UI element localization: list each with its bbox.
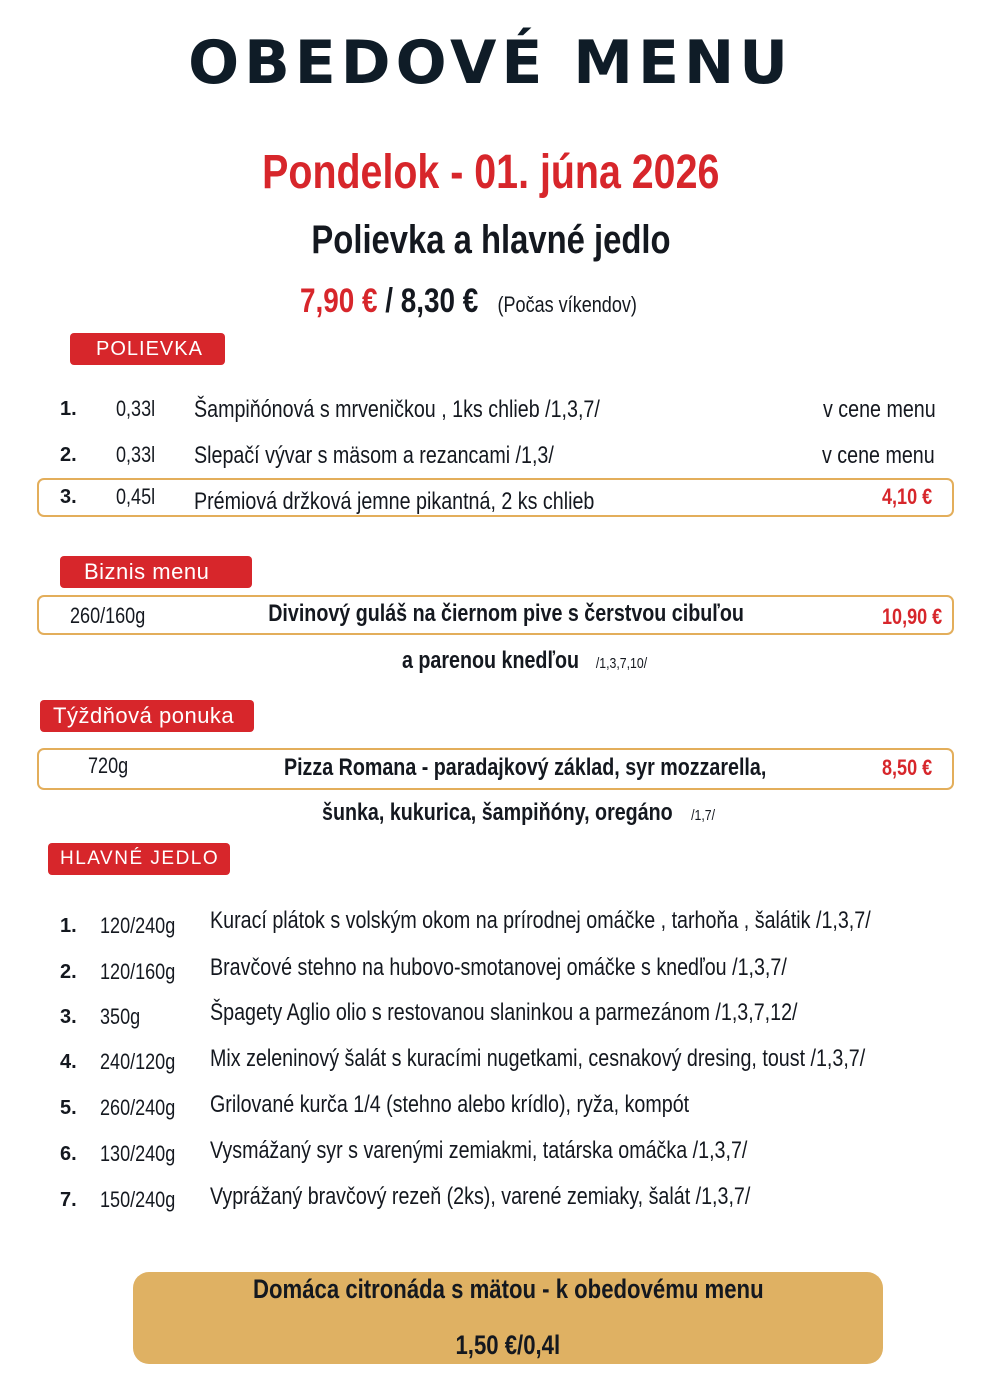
main-num: 3. <box>60 1006 77 1028</box>
main-name: Vyprážaný bravčový rezeň (2ks), varené zemiaky, šalát /1,3,7/ <box>210 1183 751 1210</box>
menu-subtitle: Polievka a hlavné jedlo <box>310 218 671 262</box>
lemonade-line1: Domáca citronáda s mätou - k obedovému menu <box>252 1274 764 1304</box>
soup-qty: 0,33l <box>116 442 156 467</box>
main-qty: 350g <box>100 1004 141 1029</box>
weekly-line1: Pizza Romana - paradajkový základ, syr mozzarella, <box>283 754 767 781</box>
main-qty: 240/120g <box>100 1049 176 1074</box>
main-qty: 120/160g <box>100 959 176 984</box>
main-row-5 <box>0 1091 981 1123</box>
main-num: 5. <box>60 1097 77 1119</box>
menu-price <box>300 282 711 321</box>
main-num: 6. <box>60 1143 77 1165</box>
soup-qty: 0,45l <box>116 484 156 509</box>
main-num: 7. <box>60 1189 77 1211</box>
main-qty: 130/240g <box>100 1141 176 1166</box>
soup-name: Šampiňónová s mrveničkou , 1ks chlieb /1,3,7/ <box>194 396 600 423</box>
soup-num: 1. <box>60 398 77 420</box>
business-allergens: /1,3,7,10/ <box>595 655 648 672</box>
soup-row-2 <box>0 442 981 472</box>
soup-num: 2. <box>60 444 77 466</box>
main-row-7 <box>0 1183 981 1215</box>
main-tag: HLAVNÉ JEDLO <box>48 843 230 875</box>
weekly-line2-row <box>322 799 801 827</box>
price-weekday: 7,90 € <box>300 282 378 320</box>
main-qty: 150/240g <box>100 1187 176 1212</box>
main-name: Špagety Aglio olio s restovanou slaninkou a parmezánom /1,3,7,12/ <box>210 999 798 1026</box>
business-qty: 260/160g <box>70 603 146 628</box>
soup-tag: POLIEVKA <box>70 333 225 365</box>
lemonade-line2: 1,50 €/0,4l <box>455 1330 561 1360</box>
business-line2-row <box>402 647 701 675</box>
main-num: 2. <box>60 961 77 983</box>
soup-price: v cene menu <box>822 442 935 469</box>
weekly-price: 8,50 € <box>882 755 933 780</box>
main-row-4 <box>0 1045 981 1077</box>
weekly-qty: 720g <box>88 753 129 778</box>
business-line2: a parenou knedľou <box>402 647 580 674</box>
soup-name: Slepačí vývar s mäsom a rezancami /1,3/ <box>194 442 554 469</box>
soup-price: 4,10 € <box>882 484 933 509</box>
main-qty: 120/240g <box>100 913 176 938</box>
soup-price: v cene menu <box>823 396 936 423</box>
main-name: Bravčové stehno na hubovo-smotanovej omáčke s knedľou /1,3,7/ <box>210 954 787 981</box>
main-row-3 <box>0 999 981 1031</box>
main-row-1 <box>0 907 981 939</box>
soup-row-3 <box>0 486 981 516</box>
main-qty: 260/240g <box>100 1095 176 1120</box>
weekly-allergens: /1,7/ <box>691 807 716 824</box>
menu-date: Pondelok - 01. júna 2026 <box>261 146 720 199</box>
soup-row-1 <box>0 396 981 426</box>
main-name: Kurací plátok s volským okom na prírodnej omáčke , tarhoňa , šalátik /1,3,7/ <box>210 907 871 934</box>
main-num: 1. <box>60 915 77 937</box>
main-row-2 <box>0 954 981 986</box>
menu-title: OBEDOVÉ MENU <box>188 28 793 98</box>
price-note: (Počas víkendov) <box>497 292 637 317</box>
main-name: Grilované kurča 1/4 (stehno alebo krídlo), ryža, kompót <box>210 1091 690 1118</box>
business-price: 10,90 € <box>882 604 943 629</box>
price-weekend: 8,30 € <box>400 282 479 320</box>
weekly-line2: šunka, kukurica, šampiňóny, oregáno <box>322 799 673 826</box>
price-separator: / <box>377 282 401 320</box>
main-row-6 <box>0 1137 981 1169</box>
soup-name: Prémiová držková jemne pikantná, 2 ks chlieb <box>194 488 595 515</box>
business-line1: Divinový guláš na čiernom pive s čerstvou cibuľou <box>268 600 744 627</box>
lemonade-banner <box>133 1272 883 1364</box>
main-name: Vysmážaný syr s varenými zemiakmi, tatárska omáčka /1,3,7/ <box>210 1137 748 1164</box>
main-num: 4. <box>60 1051 77 1073</box>
weekly-tag: Týždňová ponuka <box>40 700 254 732</box>
soup-qty: 0,33l <box>116 396 156 421</box>
soup-num: 3. <box>60 486 77 508</box>
business-tag: Biznis menu <box>60 556 252 588</box>
main-name: Mix zeleninový šalát s kuracími nugetkami, cesnakový dresing, toust /1,3,7/ <box>210 1045 866 1072</box>
